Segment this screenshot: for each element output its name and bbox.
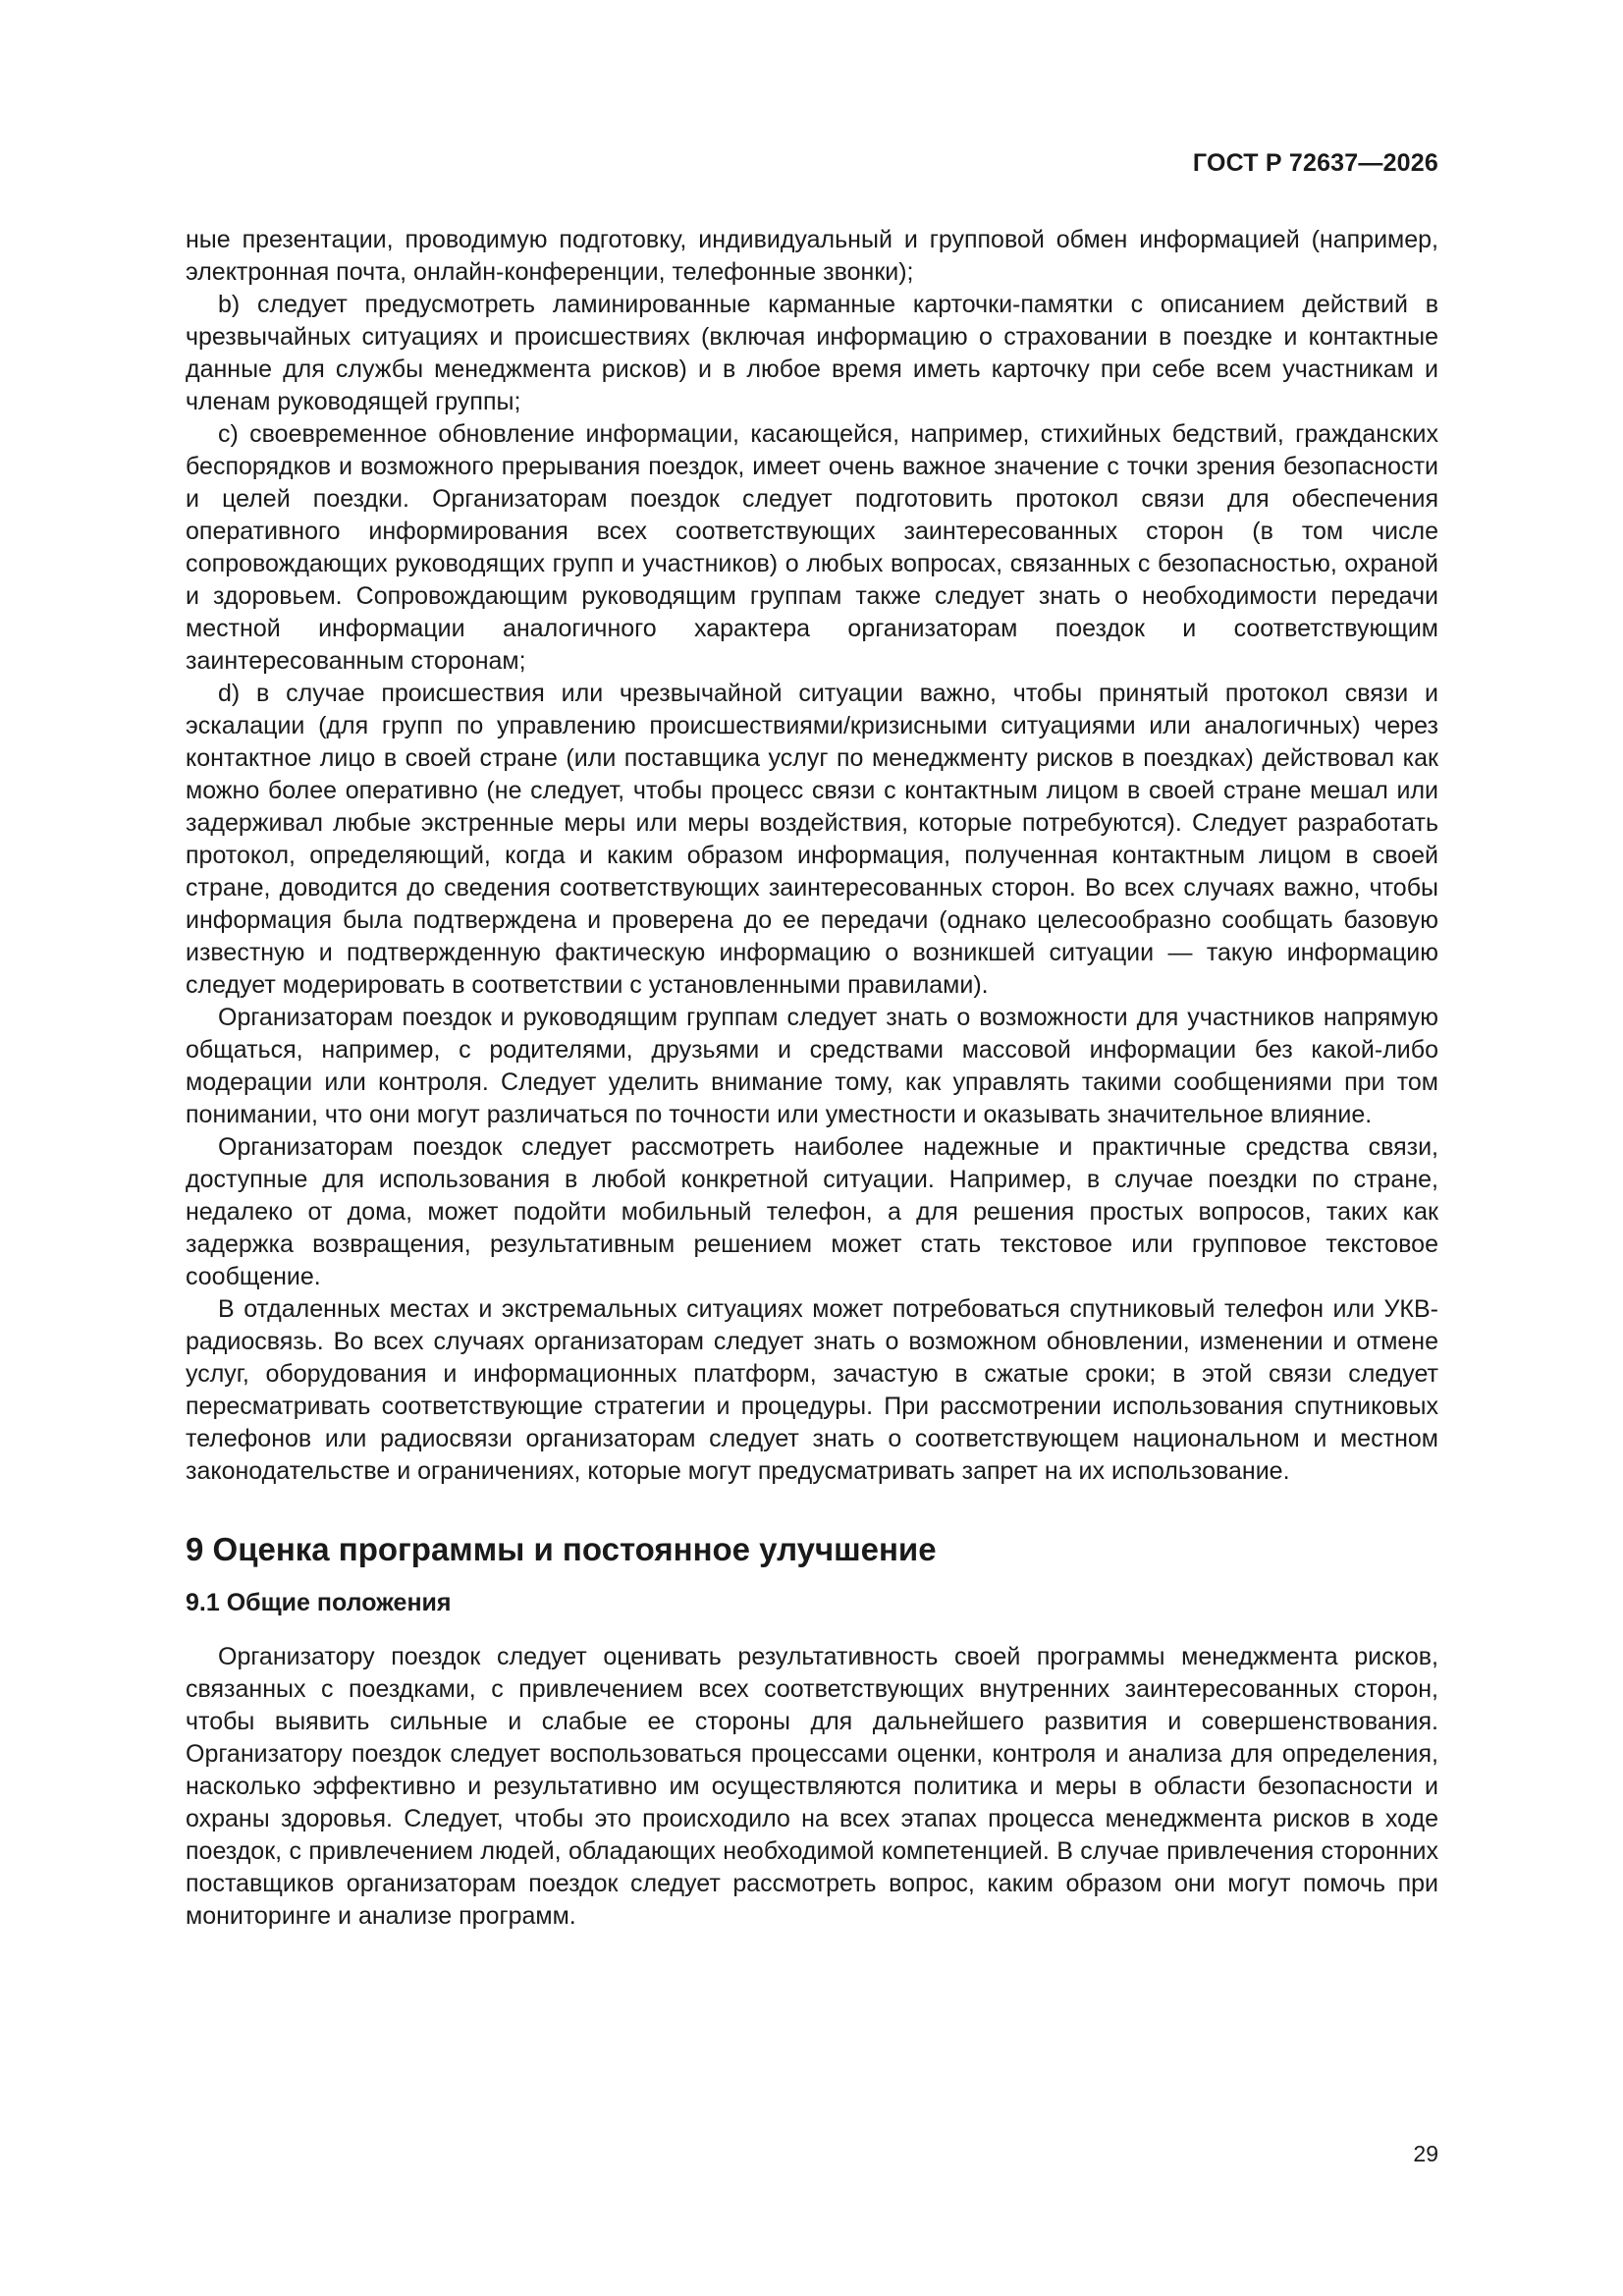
paragraph-communication-means: Организаторам поездок следует рассмотреть наиболее надежные и практичные средства связи, доступные для использования в любой конкретной ситуации. Например, в случае поездки по стране, недалеко от дома, может подойти мобильный телефон, а для решения простых вопросов, таких как задержка возвращения, результативным решением может стать текстовое или групповое текстовое сообщение. — [186, 1133, 1438, 1290]
page-number: 29 — [1413, 2141, 1438, 2166]
list-item-d: d) в случае происшествия или чрезвычайной ситуации важно, чтобы принятый протокол связи и эскалации (для групп по управлению происшествиями/кризисными ситуациями или аналогичных) через контактное лицо в своей стране (или поставщика услуг по менеджменту рисков в поездках) действовал как можно более оперативно (не следует, чтобы процесс связи с контактным лицом в своей стране мешал или задерживал любые экстренные меры или меры воздействия, которые потребуются). Следует разработать протокол, определяющий, когда и каким образом информация, полученная контактным лицом в своей стране, доводится до сведения соответствующих заинтересованных сторон. Во всех случаях важно, чтобы информация была подтверждена и проверена до ее передачи (однако целесообразно сообщать базовую известную и подтвержденную фактическую информацию о возникшей ситуации — такую информацию следует модерировать в соответствии с установленными правилами). — [186, 680, 1438, 999]
document-standard-id: ГОСТ Р 72637—2026 — [1192, 149, 1438, 177]
paragraph-direct-communication: Организаторам поездок и руководящим группам следует знать о возможности для участников напрямую общаться, например, с родителями, друзьями и средствами массовой информации без какой-либо модерации или контроля. Следует уделить внимание тому, как управлять такими сообщениями при том понимании, что они могут различаться по точности или уместности и оказывать значительное влияние. — [186, 1004, 1438, 1128]
list-item-c: c) своевременное обновление информации, касающейся, например, стихийных бедствий, гражданских беспорядков и возможного прерывания поездок, имеет очень важное значение с точки зрения безопасности и целей поездки. Организаторам поездок следует подготовить протокол связи для обеспечения оперативного информирования всех соответствующих заинтересованных сторон (в том числе сопровождающих руководящих групп и участников) о любых вопросах, связанных с безопасностью, охраной и здоровьем. Сопровождающим руководящим группам также следует знать о необходимости передачи местной информации аналогичного характера организаторам поездок и соответствующим заинтересованным сторонам; — [186, 420, 1438, 675]
paragraph-remote-locations: В отдаленных местах и экстремальных ситуациях может потребоваться спутниковый телефон или УКВ-радиосвязь. Во всех случаях организаторам следует знать о возможном обновлении, изменении и отмене услуг, оборудования и информационных платформ, зачастую в сжатые сроки; в этой связи следует пересматривать соответствующие стратегии и процедуры. При рассмотрении использования спутниковых телефонов или радиосвязи организаторам следует знать о соответствующем национальном и местном законодательстве и ограничениях, которые могут предусматривать запрет на их использование. — [186, 1295, 1438, 1485]
paragraph-continuation: ные презентации, проводимую подготовку, индивидуальный и групповой обмен информацией (например, электронная почта, онлайн-конференции, телефонные звонки); — [186, 226, 1438, 286]
document-body — [186, 224, 1438, 1933]
list-item-b: b) следует предусмотреть ламинированные карманные карточки-памятки с описанием действий в чрезвычайных ситуациях и происшествиях (включая информацию о страховании в поездке и контактные данные для службы менеджмента рисков) и в любое время иметь карточку при себе всем участникам и членам руководящей группы; — [186, 291, 1438, 415]
section-paragraph: Организатору поездок следует оценивать результативность своей программы менеджмента рисков, связанных с поездками, с привлечением всех соответствующих внутренних заинтересованных сторон, чтобы выявить сильные и слабые ее стороны для дальнейшего развития и совершенствования. Организатору поездок следует воспользоваться процессами оценки, контроля и анализа для определения, насколько эффективно и результативно им осуществляются политика и меры в области безопасности и охраны здоровья. Следует, чтобы это происходило на всех этапах процесса менеджмента рисков в ходе поездок, с привлечением людей, обладающих необходимой компетенцией. В случае привлечения сторонних поставщиков организаторам поездок следует рассмотреть вопрос, каким образом они могут помочь при мониторинге и анализе программ. — [186, 1643, 1438, 1930]
section-title: 9 Оценка программы и постоянное улучшение — [186, 1531, 937, 1567]
subsection-title: 9.1 Общие положения — [186, 1589, 452, 1616]
